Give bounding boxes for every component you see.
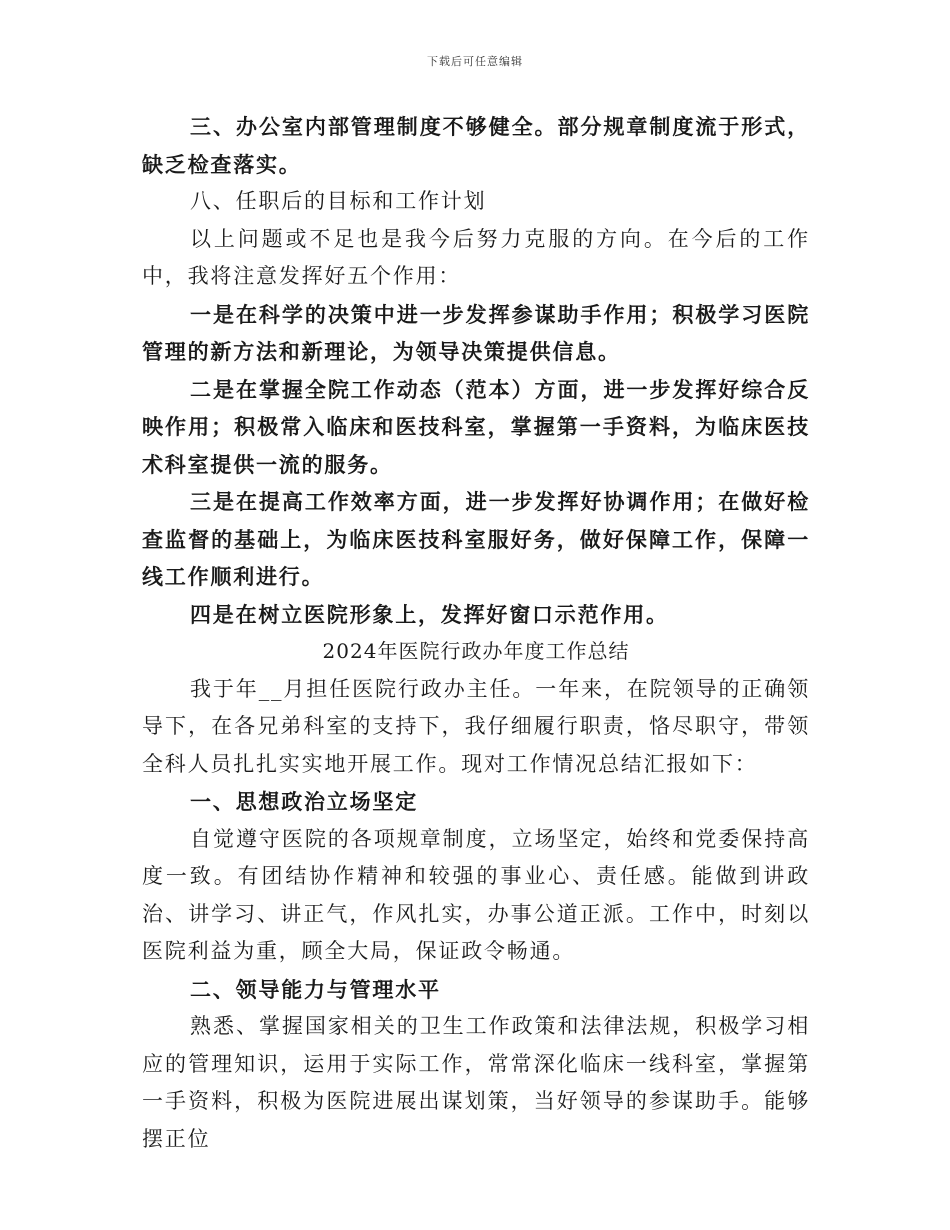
heading-goals-and-plan: 八、任职后的目标和工作计划 [190, 189, 487, 213]
heading-leadership-management: 二、领导能力与管理水平 [190, 976, 441, 1002]
paragraph-political-stance: 自觉遵守医院的各项规章制度，立场坚定，始终和党委保持高度一致。有团结协作精神和较强的事业心、责任感。能做到讲政治、讲学习、讲正气，作风扎实，办事公道正派。工作中，时刻以医院利益为重，顾全大局，保证政令畅通。 [142, 826, 810, 963]
paragraph-role-three: 三是在提高工作效率方面，进一步发挥好协调作用；在做好检查监督的基础上，为临床医技科室服好务，做好保障工作，保障一线工作顺利进行。 [142, 489, 810, 589]
section-title: 2024年医院行政办年度工作总结 [322, 639, 630, 663]
paragraph-role-two: 二是在掌握全院工作动态（范本）方面，进一步发挥好综合反映作用；积极常入临床和医技科室，掌握第一手资料，为临床医技术科室提供一流的服务。 [142, 376, 810, 477]
paragraph-leadership-management: 熟悉、掌握国家相关的卫生工作政策和法律法规，积极学习相应的管理知识，运用于实际工作，常常深化临床一线科室，掌握第一手资料，积极为医院进展出谋划策，当好领导的参谋助手。能够摆正位 [142, 1014, 810, 1151]
paragraph-role-four: 四是在树立医院形象上，发挥好窗口示范作用。 [190, 601, 669, 627]
page-header: 下载后可任意编辑 [427, 55, 523, 68]
paragraph-introduction: 我于年__月担任医院行政办主任。一年来，在院领导的正确领导下，在各兄弟科室的支持下，我仔细履行职责，恪尽职守，带领全科人员扎扎实实地开展工作。现对工作情况总结汇报如下： [142, 676, 810, 776]
paragraph-office-management-issue: 三、办公室内部管理制度不够健全。部分规章制度流于形式，缺乏检查落实。 [142, 114, 810, 177]
document-body [142, 108, 810, 1158]
paragraph-role-one: 一是在科学的决策中进一步发挥参谋助手作用；积极学习医院管理的新方法和新理论，为领导决策提供信息。 [142, 301, 810, 364]
paragraph-five-roles-intro: 以上问题或不足也是我今后努力克服的方向。在今后的工作中，我将注意发挥好五个作用： [142, 226, 810, 288]
heading-political-stance: 一、思想政治立场坚定 [190, 789, 418, 814]
